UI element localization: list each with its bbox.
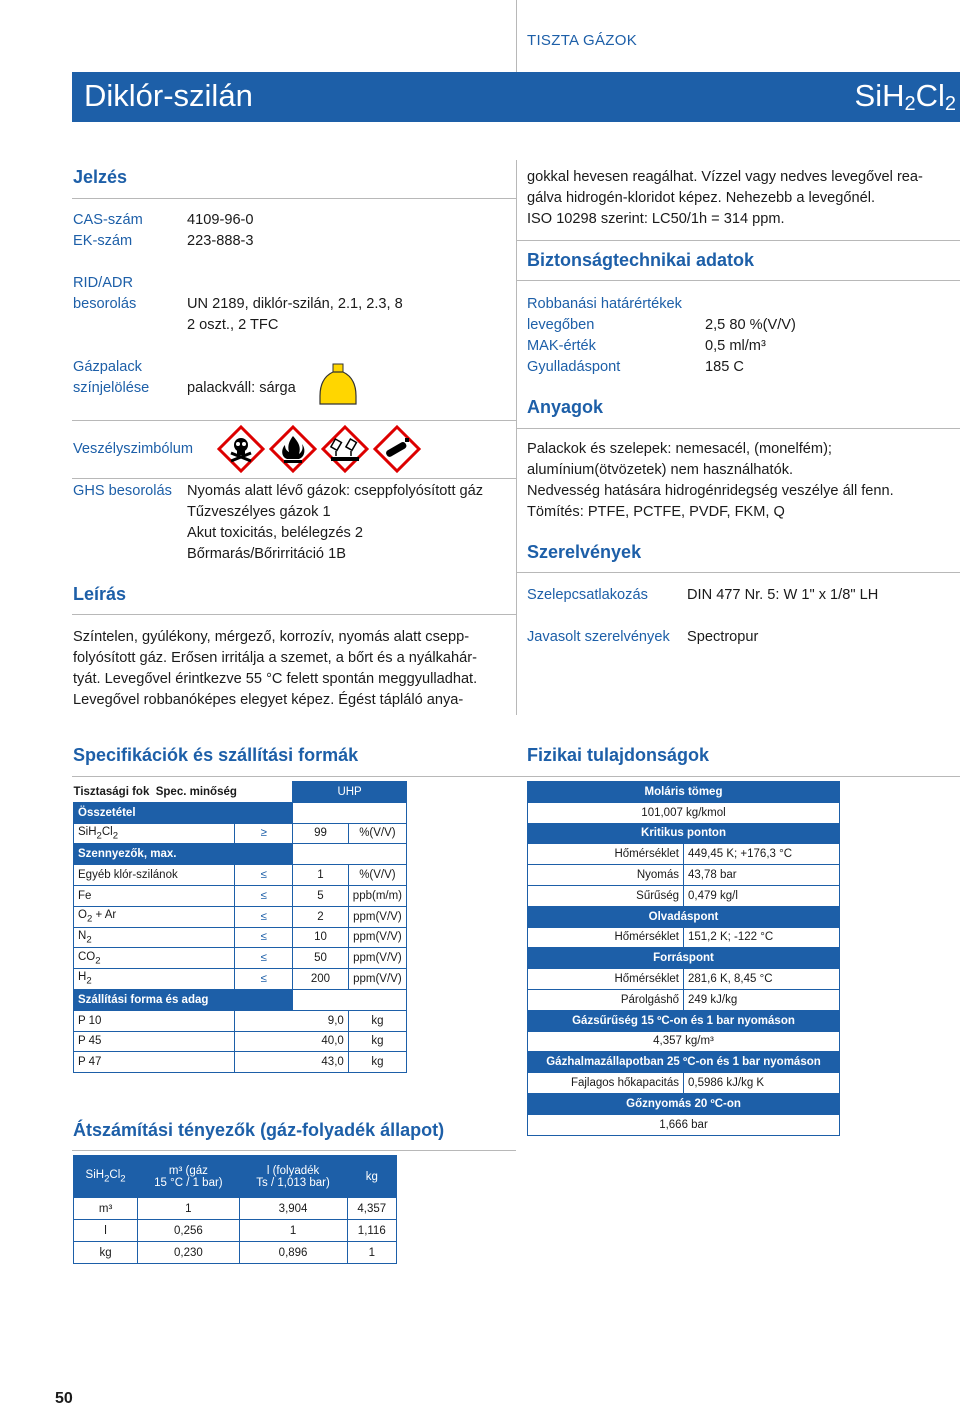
phys-header: Forráspont: [528, 948, 840, 969]
anyagok-line: alumínium(ötvözetek) nem használhatók.: [527, 462, 794, 478]
conv-head: $SiH_2Cl_2$: [74, 1156, 138, 1198]
divider: [516, 428, 960, 429]
fiz-heading: Fizikai tulajdonságok: [527, 745, 710, 765]
phys-value: 101,007 kg/kmol: [528, 802, 840, 823]
divider: [516, 240, 960, 241]
table-row: [528, 969, 840, 990]
levegoben-value: 2,5 80 %(V/V): [705, 317, 796, 333]
divider: [72, 1150, 516, 1151]
table-row: [528, 865, 840, 886]
table-row: [528, 1073, 840, 1094]
table-row: P 45 40,0 kg: [74, 1031, 407, 1052]
leiras-heading: Leírás: [73, 584, 127, 604]
phys-value: 0,5986 kJ/kg K: [684, 1073, 840, 1094]
phys-value: 151,2 K; -122 °C: [684, 927, 840, 948]
spec-section: Szennyezők, max.: [74, 844, 293, 865]
leiras-cont-line: ISO 10298 szerint: LC50/1h = 314 ppm.: [527, 211, 785, 227]
robbanasi-label: Robbanási határértékek: [527, 296, 682, 312]
rid-label-1: RID/ADR: [73, 275, 133, 291]
ghs-line: Tűzveszélyes gázok 1: [187, 504, 331, 520]
phys-value: 4,357 kg/m³: [528, 1031, 840, 1052]
ghs-line: Akut toxicitás, belélegzés 2: [187, 525, 364, 541]
table-row: [528, 782, 840, 803]
biztonsag-heading: Biztonságtechnikai adatok: [527, 250, 755, 270]
gyullad-label: Gyulladáspont: [527, 359, 621, 375]
conv-table: [73, 1155, 397, 1264]
leiras-line: Színtelen, gyúlékony, mérgező, korrozív, nyomás alatt csepp-: [73, 629, 470, 645]
mak-label: MAK-érték: [527, 338, 596, 354]
divider: [72, 776, 516, 777]
phys-header: Gázsűrűség 15 ºC-on és 1 bar nyomáson: [528, 1010, 840, 1031]
table-row: $O_2 + Ar$ ≤ 2 ppm(V/V): [74, 906, 407, 927]
flame-pictogram-icon: [269, 425, 317, 473]
table-row: [528, 989, 840, 1010]
table-row: [528, 885, 840, 906]
phys-key: Fajlagos hőkapacitás: [528, 1073, 684, 1094]
spec-table: [73, 781, 407, 1073]
phys-key: Hőmérséklet: [528, 844, 684, 865]
gaz-label-1: Gázpalack: [73, 359, 142, 375]
table-row: kg 0,230 0,896 1: [74, 1242, 397, 1264]
table-row: [528, 927, 840, 948]
phys-header: Gázhalmazállapotban 25 ºC-on és 1 bar nyomáson: [528, 1052, 840, 1073]
gaz-value: palackváll: sárga: [187, 380, 296, 396]
formula: $SiH_2Cl_2$: [854, 78, 956, 115]
spec-section: Szállítási forma és adag: [74, 989, 293, 1010]
table-row: [528, 906, 840, 927]
title-bar: [72, 72, 960, 122]
table-row: $N_2$ ≤ 10 ppm(V/V): [74, 927, 407, 948]
phys-value: 0,479 kg/l: [684, 885, 840, 906]
spec-heading: Specifikációk és szállítási formák: [73, 745, 359, 765]
skull-pictogram-icon: [217, 425, 265, 473]
rid-label-2: besorolás: [73, 296, 137, 312]
column-divider: [516, 160, 517, 715]
table-row: Fe ≤ 5 ppb(m/m): [74, 885, 407, 906]
phys-value: 43,78 bar: [684, 865, 840, 886]
anyagok-heading: Anyagok: [527, 397, 604, 417]
divider: [516, 280, 960, 281]
table-row: [528, 802, 840, 823]
phys-value: 1,666 bar: [528, 1114, 840, 1135]
phys-key: Hőmérséklet: [528, 927, 684, 948]
rid-value-2: 2 oszt., 2 TFC: [187, 317, 279, 333]
table-row: $SiH_2Cl_2$ ≥ 99 %(V/V): [74, 823, 407, 844]
gas-cylinder-pictogram-icon: [373, 425, 421, 473]
page-number: 50: [55, 1390, 73, 1407]
divider: [72, 198, 516, 199]
conv-head: m³ (gáz 15 °C / 1 bar): [138, 1156, 239, 1198]
ghs-label: GHS besorolás: [73, 483, 172, 499]
conv-heading: Átszámítási tényezők (gáz-folyadék állapot): [73, 1120, 445, 1140]
conv-head: l (folyadék Ts / 1,013 bar): [239, 1156, 347, 1198]
category-label: TISZTA GÁZOK: [527, 32, 637, 49]
leiras-line: Levegővel robbanóképes elegyet képez. Égést tápláló anya-: [73, 692, 464, 708]
phys-header: Moláris tömeg: [528, 782, 840, 803]
phys-header: Kritikus ponton: [528, 823, 840, 844]
phys-value: 281,6 K, 8,45 °C: [684, 969, 840, 990]
corrosion-pictogram-icon: [321, 425, 369, 473]
cylinder-shoulder-icon: [318, 362, 358, 406]
anyagok-line: Nedvesség hatására hidrogénridegség veszélye áll fenn.: [527, 483, 894, 499]
cas-value: 4109-96-0: [187, 212, 254, 228]
leiras-line: tyát. Levegővel érintkezve 55 °C felett spontán meggyulladhat.: [73, 671, 478, 687]
conv-head: kg: [347, 1156, 396, 1198]
javasolt-label: Javasolt szerelvények: [527, 629, 670, 645]
divider: [516, 572, 960, 573]
levegoben-label: levegőben: [527, 317, 595, 333]
spec-name: $SiH_2Cl_2$: [74, 823, 235, 844]
table-row: Egyéb klór-szilánok ≤ 1 %(V/V): [74, 865, 407, 886]
phys-key: Nyomás: [528, 865, 684, 886]
divider: [72, 420, 516, 421]
page-title: Diklór-szilán: [84, 78, 253, 113]
phys-value: 449,45 K; +176,3 °C: [684, 844, 840, 865]
table-row: P 10 9,0 kg: [74, 1010, 407, 1031]
phys-key: Párolgáshő: [528, 989, 684, 1010]
ek-value: 223-888-3: [187, 233, 254, 249]
leiras-cont-line: gokkal hevesen reagálhat. Vízzel vagy nedves levegővel rea-: [527, 169, 923, 185]
phys-table: [527, 781, 840, 1136]
top-divider: [516, 0, 517, 72]
ghs-line: Bőrmarás/Bőrirritáció 1B: [187, 546, 346, 562]
gaz-label-2: színjelölése: [73, 380, 150, 396]
leiras-line: folyósított gáz. Erősen irritálja a szemet, a bőrt és a nyálkahár-: [73, 650, 477, 666]
table-row: m³ 1 3,904 4,357: [74, 1198, 397, 1220]
table-row: [528, 844, 840, 865]
table-row: [528, 948, 840, 969]
phys-key: Sűrűség: [528, 885, 684, 906]
table-row: [528, 1093, 840, 1114]
divider: [72, 478, 516, 479]
divider: [72, 614, 516, 615]
szerelvenyek-heading: Szerelvények: [527, 542, 642, 562]
table-row: P 47 43,0 kg: [74, 1052, 407, 1073]
anyagok-line: Palackok és szelepek: nemesacél, (monelfém);: [527, 441, 832, 457]
gyullad-value: 185 C: [705, 359, 744, 375]
table-row: $CO_2$ ≤ 50 ppm(V/V): [74, 948, 407, 969]
szelep-label: Szelepcsatlakozás: [527, 587, 648, 603]
leiras-cont-line: gálva hidrogén-kloridot képez. Nehezebb a levegőnél.: [527, 190, 876, 206]
mak-value: 0,5 ml/m³: [705, 338, 766, 354]
spec-col-header: Tisztasági fok Spec. minőség: [73, 785, 237, 798]
rid-value-1: UN 2189, diklór-szilán, 2.1, 2.3, 8: [187, 296, 403, 312]
veszely-label: Veszélyszimbólum: [73, 441, 194, 457]
table-row: [528, 1114, 840, 1135]
phys-key: Hőmérséklet: [528, 969, 684, 990]
phys-value: 249 kJ/kg: [684, 989, 840, 1010]
szelep-value: DIN 477 Nr. 5: W 1" x 1/8" LH: [687, 587, 879, 603]
phys-header: Gőznyomás 20 ºC-on: [528, 1093, 840, 1114]
ek-label: EK-szám: [73, 233, 133, 249]
table-row: $H_2$ ≤ 200 ppm(V/V): [74, 969, 407, 990]
table-row: [528, 1052, 840, 1073]
cas-label: CAS-szám: [73, 212, 143, 228]
anyagok-line: Tömítés: PTFE, PCTFE, PVDF, FKM, Q: [527, 504, 785, 520]
table-row: l 0,256 1 1,116: [74, 1220, 397, 1242]
javasolt-value: Spectropur: [687, 629, 759, 645]
table-row: [528, 1031, 840, 1052]
spec-section: Összetétel: [74, 802, 293, 823]
table-row: [528, 823, 840, 844]
phys-header: Olvadáspont: [528, 906, 840, 927]
divider: [516, 776, 960, 777]
ghs-line: Nyomás alatt lévő gázok: cseppfolyósított gáz: [187, 483, 484, 499]
spec-uhp-header: UHP: [293, 782, 407, 803]
jelzes-heading: Jelzés: [73, 167, 128, 187]
table-row: [528, 1010, 840, 1031]
